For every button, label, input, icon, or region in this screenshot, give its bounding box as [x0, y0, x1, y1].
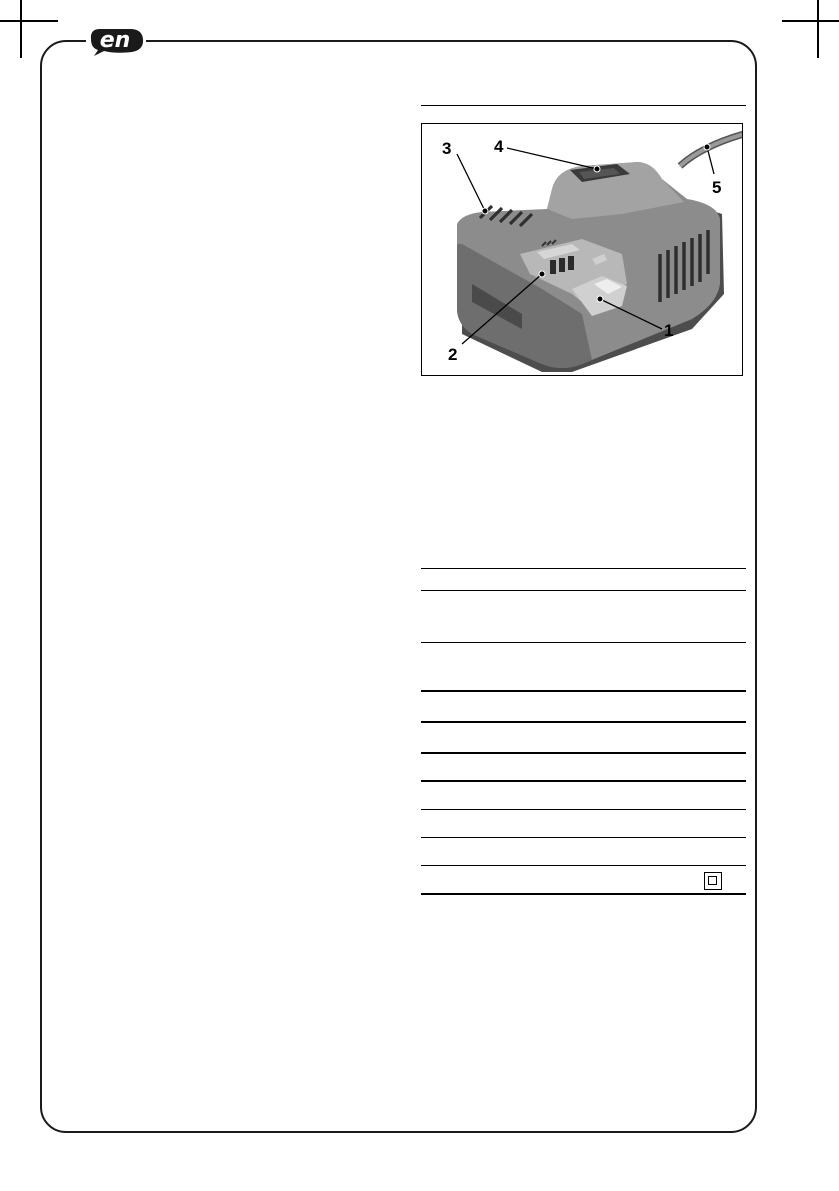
- language-badge: [86, 26, 146, 58]
- charger-illustration: [422, 124, 743, 376]
- table-rule: [421, 690, 746, 692]
- crop-mark-right-vertical: [817, 0, 819, 58]
- figure-top-rule: [421, 105, 746, 106]
- callout-label-1: 1: [664, 321, 674, 340]
- table-rule: [421, 590, 746, 591]
- table-rule: [421, 721, 746, 723]
- charger-figure: [421, 123, 743, 376]
- callout-label-2: 2: [448, 345, 458, 364]
- language-code: en: [99, 28, 131, 53]
- crop-mark-top-right: [782, 20, 839, 22]
- crop-mark-top-left: [0, 20, 58, 22]
- table-rule: [421, 568, 746, 569]
- table-rule: [421, 752, 746, 754]
- callout-label-4: 4: [494, 137, 504, 156]
- callout-label-5: 5: [712, 178, 722, 197]
- callout-label-3: 3: [442, 139, 452, 158]
- table-rule: [421, 642, 746, 643]
- table-rule: [421, 893, 746, 895]
- crop-mark-left-vertical: [20, 0, 22, 58]
- table-rule: [421, 837, 746, 838]
- double-insulation-icon: [704, 872, 722, 890]
- table-rule: [421, 780, 746, 782]
- table-rule: [421, 809, 746, 810]
- table-rule: [421, 865, 746, 866]
